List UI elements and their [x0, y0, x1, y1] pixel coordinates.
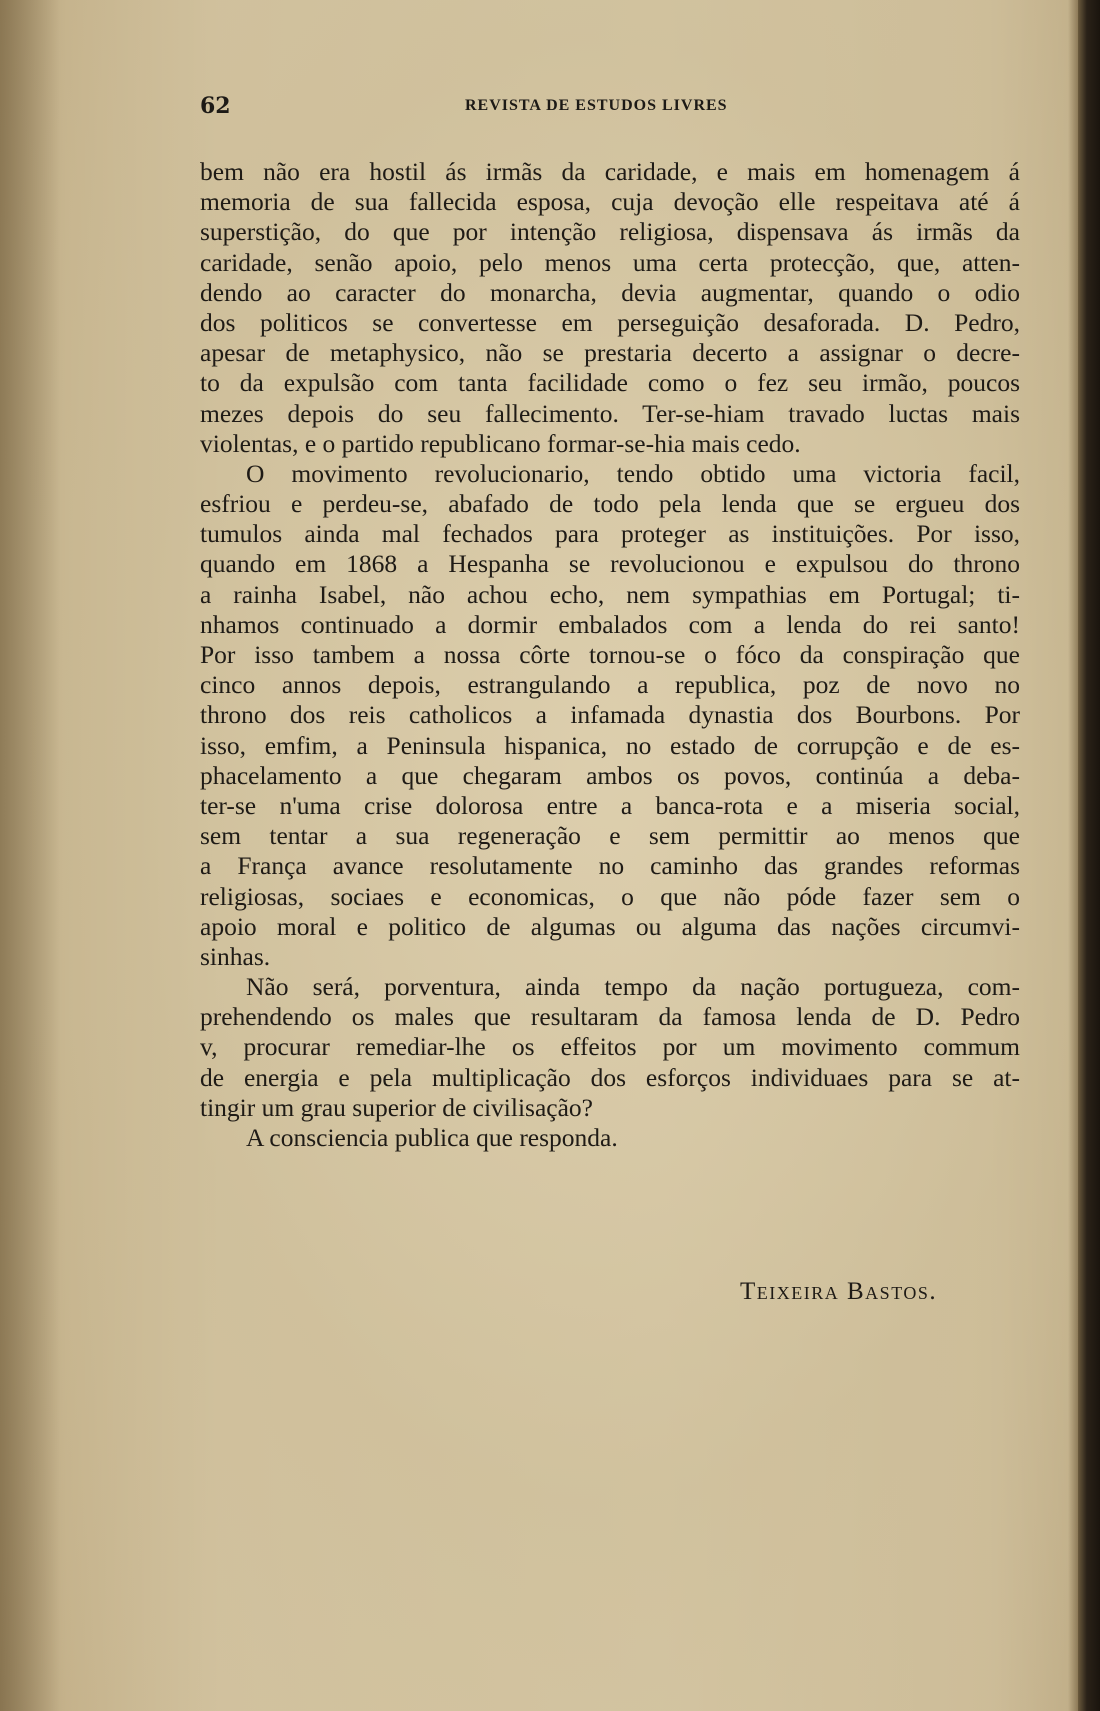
text-line: isso, emfim, a Peninsula hispanica, no estado de corrupção e de es-: [200, 730, 1020, 760]
text-line: Não será, porventura, ainda tempo da nação portugueza, com-: [246, 972, 1020, 1002]
text-line: O movimento revolucionario, tendo obtido uma victoria facil,: [246, 458, 1020, 488]
text-line: violentas, e o partido republicano formar-se-hia mais cedo.: [200, 428, 801, 458]
text-line: dos politicos se convertesse em perseguição desaforada. D. Pedro,: [200, 307, 1020, 337]
text-line: superstição, do que por intenção religiosa, dispensava ás irmãs da: [200, 217, 1020, 247]
body-text: [200, 157, 1020, 1153]
page-edge: [1078, 0, 1100, 1711]
binding-shadow: [0, 0, 60, 1711]
text-line: mezes depois do seu fallecimento. Ter-se-hiam travado luctas mais: [200, 398, 1020, 428]
text-line: dendo ao caracter do monarcha, devia augmentar, quando o odio: [200, 277, 1020, 307]
text-line: quando em 1868 a Hespanha se revolucionou e expulsou do throno: [200, 549, 1020, 579]
text-line: sinhas.: [200, 941, 271, 971]
text-line: religiosas, sociaes e economicas, o que não póde fazer sem o: [200, 881, 1020, 911]
text-line: sem tentar a sua regeneração e sem permittir ao menos que: [200, 821, 1020, 851]
text-line: cinco annos depois, estrangulando a republica, poz de novo no: [200, 670, 1020, 700]
text-line: to da expulsão com tanta facilidade como o fez seu irmão, poucos: [200, 368, 1020, 398]
text-line: ter-se n'uma crise dolorosa entre a banca-rota e a miseria social,: [200, 790, 1020, 820]
text-line: A consciencia publica que responda.: [246, 1123, 618, 1152]
text-line: bem não era hostil ás irmãs da caridade, e mais em homenagem á: [200, 157, 1020, 186]
running-title: REVISTA DE ESTUDOS LIVRES: [465, 97, 728, 114]
text-line: a rainha Isabel, não achou echo, nem sympathias em Portugal; ti-: [200, 579, 1020, 609]
text-line: prehendendo os males que resultaram da famosa lenda de D. Pedro: [200, 1002, 1020, 1032]
author-signature: Teixeira Bastos.: [740, 1278, 938, 1305]
page-number: 62: [200, 93, 231, 119]
text-line: Por isso tambem a nossa côrte tornou-se o fóco da conspiração que: [200, 640, 1020, 669]
text-line: caridade, senão apoio, pelo menos uma certa protecção, que, atten-: [200, 247, 1020, 277]
text-line: tumulos ainda mal fechados para proteger as instituições. Por isso,: [200, 519, 1020, 549]
text-line: v, procurar remediar-lhe os effeitos por um movimento commum: [200, 1032, 1020, 1062]
text-line: apesar de metaphysico, não se prestaria decerto a assignar o decre-: [200, 338, 1020, 368]
text-line: a França avance resolutamente no caminho das grandes reformas: [200, 851, 1020, 881]
text-line: apoio moral e politico de algumas ou alguma das nações circumvi-: [200, 911, 1020, 941]
text-line: phacelamento a que chegaram ambos os povos, continúa a deba-: [200, 760, 1020, 790]
text-line: nhamos continuado a dormir embalados com a lenda do rei santo!: [200, 609, 1020, 639]
text-line: tingir um grau superior de civilisação?: [200, 1092, 593, 1122]
text-line: throno dos reis catholicos a infamada dynastia dos Bourbons. Por: [200, 700, 1020, 730]
text-line: de energia e pela multiplicação dos esforços individuaes para se at-: [200, 1062, 1020, 1092]
text-line: esfriou e perdeu-se, abafado de todo pela lenda que se ergueu dos: [200, 489, 1020, 519]
text-line: memoria de sua fallecida esposa, cuja devoção elle respeitava até á: [200, 187, 1020, 217]
page-header: [200, 93, 1020, 123]
